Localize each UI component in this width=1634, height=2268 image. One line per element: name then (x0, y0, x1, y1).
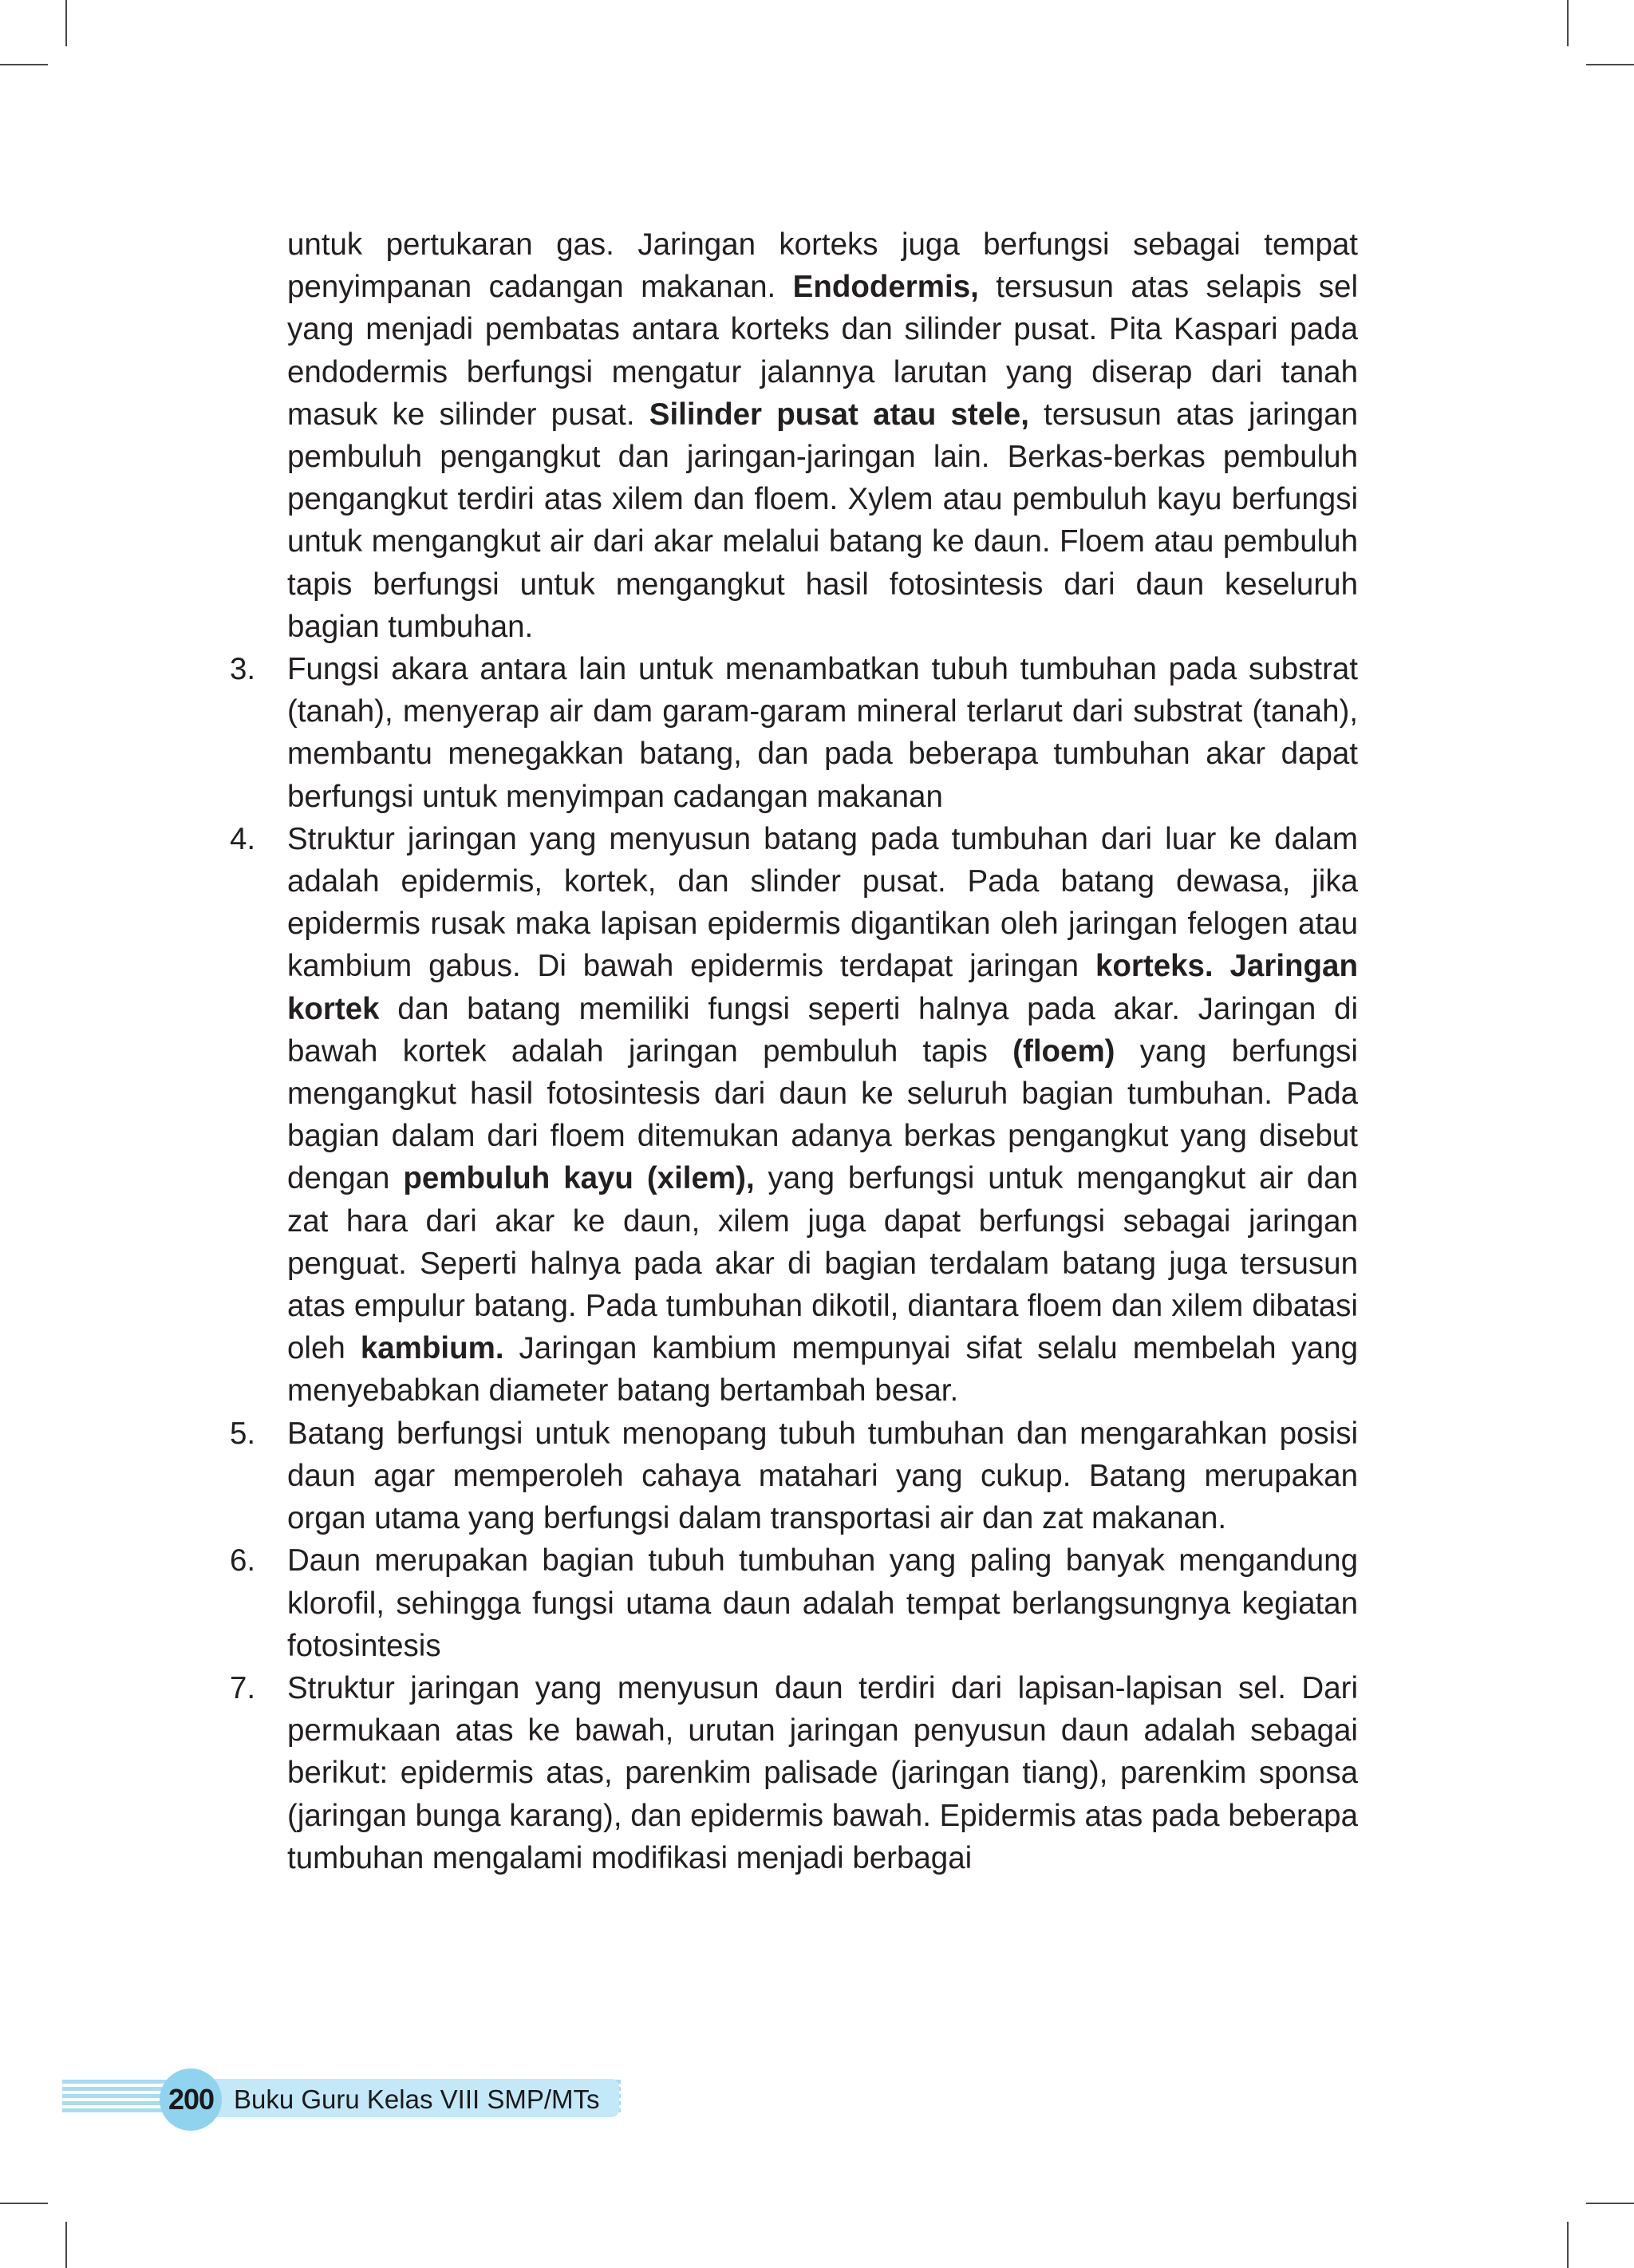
list-item-text: Daun merupakan bagian tubuh tumbuhan yang paling banyak mengandung klorofil, sehingga fungsi utama daun adalah tempat berlangsungnya kegiatan fotosintesis (287, 1543, 1358, 1663)
list-item (230, 1667, 1358, 1879)
crop-mark (1586, 64, 1634, 65)
list-item (230, 1539, 1358, 1667)
list-item-number: 5. (230, 1416, 256, 1451)
crop-mark (1567, 2222, 1569, 2268)
crop-mark (1567, 0, 1569, 46)
page-footer (0, 2067, 638, 2131)
crop-mark (0, 64, 48, 65)
list-item-text (287, 818, 1358, 1413)
page-number: 200 (168, 2083, 215, 2116)
crop-mark (0, 2203, 48, 2204)
list-item (230, 818, 1358, 1413)
term-endodermis: Endodermis, (792, 270, 979, 305)
list-item-number: 6. (230, 1543, 256, 1579)
list-item-text: Struktur jaringan yang menyusun daun terdiri dari lapisan-lapisan sel. Dari permukaan atas ke bawah, urutan jaringan penyusun daun adalah sebagai berikut: epidermis atas, parenkim palisade (jaringan tiang), parenkim sponsa (jaringan bunga karang), dan epidermis bawah. Epidermis atas pada beberapa tumbuhan mengalami modifikasi menjadi berbagai (287, 1670, 1358, 1875)
body-text (230, 223, 1358, 1879)
text-run: dan batang memiliki fungsi seperti halnya pada akar. Jaringan di bawah kortek adalah jaringan pembuluh tapis (287, 991, 1358, 1069)
list-item-number: 7. (230, 1670, 256, 1705)
text-run: tersusun atas selapis sel yang menjadi pembatas antara korteks dan silinder pusat. Pita Kaspari pada endodermis berfungsi mengatur jalannya larutan yang diserap dari tanah masuk ke silinder pusat. (287, 270, 1359, 432)
text-run: Jaringan kambium mempunyai sifat selalu membelah yang menyebabkan diameter batang bertambah besar. (287, 1331, 1358, 1409)
crop-mark (65, 0, 67, 46)
list-item-number: 4. (230, 821, 256, 856)
text-run: tersusun atas jaringan pembuluh pengangkut dan jaringan-jaringan lain. Berkas-berkas pembuluh pengangkut terdiri atas xilem dan floem. Xylem atau pembuluh kayu berfungsi untuk mengangkut air dari akar melalui batang ke daun. Floem atau pembuluh tapis berfungsi untuk mengangkut hasil fotosintesis dari daun keseluruh bagian tumbuhan. (287, 397, 1358, 644)
crop-mark (1586, 2203, 1634, 2204)
crop-mark (65, 2222, 67, 2268)
list-item-text: Fungsi akara antara lain untuk menambatkan tubuh tumbuhan pada substrat (tanah), menyerap air dam garam-garam mineral terlarut dari substrat (tanah), membantu menegakkan batang, dan pada beberapa tumbuhan akar dapat berfungsi untuk menyimpan cadangan makanan (287, 652, 1358, 814)
text-run: yang berfungsi mengangkut hasil fotosintesis dari daun ke seluruh bagian tumbuhan. Pada bagian dalam dari floem ditemukan adanya berkas pengangkut yang disebut dengan (287, 1033, 1358, 1196)
list-item (230, 1413, 1358, 1540)
text-run: Struktur jaringan yang menyusun batang pada tumbuhan dari luar ke dalam adalah epidermis, kortek, dan slinder pusat. Pada batang dewasa, jika epidermis rusak maka lapisan epidermis digantikan oleh jaringan felogen atau kambium gabus. Di bawah epidermis terdapat jaringan (287, 821, 1358, 984)
term-floem: (floem) (1012, 1033, 1115, 1069)
list-item (230, 648, 1358, 818)
continued-paragraph (287, 223, 1358, 648)
text-run: yang berfungsi untuk mengangkut air dan zat hara dari akar ke daun, xilem juga dapat berfungsi sebagai jaringan penguat. Seperti halnya pada akar di bagian terdalam batang juga tersusun atas empulur batang. Pada tumbuhan dikotil, diantara floem dan xilem dibatasi oleh (287, 1161, 1358, 1366)
list-item-text: Batang berfungsi untuk menopang tubuh tumbuhan dan mengarahkan posisi daun agar memperoleh cahaya matahari yang cukup. Batang merupakan organ utama yang berfungsi dalam transportasi air dan zat makanan. (287, 1416, 1358, 1536)
term-kambium: kambium. (360, 1331, 504, 1366)
book-title: Buku Guru Kelas VIII SMP/MTs (234, 2084, 600, 2114)
term-stele: Silinder pusat atau stele, (649, 397, 1029, 432)
list-item-number: 3. (230, 652, 256, 687)
term-xilem: pembuluh kayu (xilem), (403, 1161, 755, 1196)
term-korteks: korteks. Jaringan kortek (287, 949, 1358, 1026)
text-run: untuk pertukaran gas. Jaringan korteks juga berfungsi sebagai tempat penyimpanan cadangan makanan. (287, 227, 1358, 305)
